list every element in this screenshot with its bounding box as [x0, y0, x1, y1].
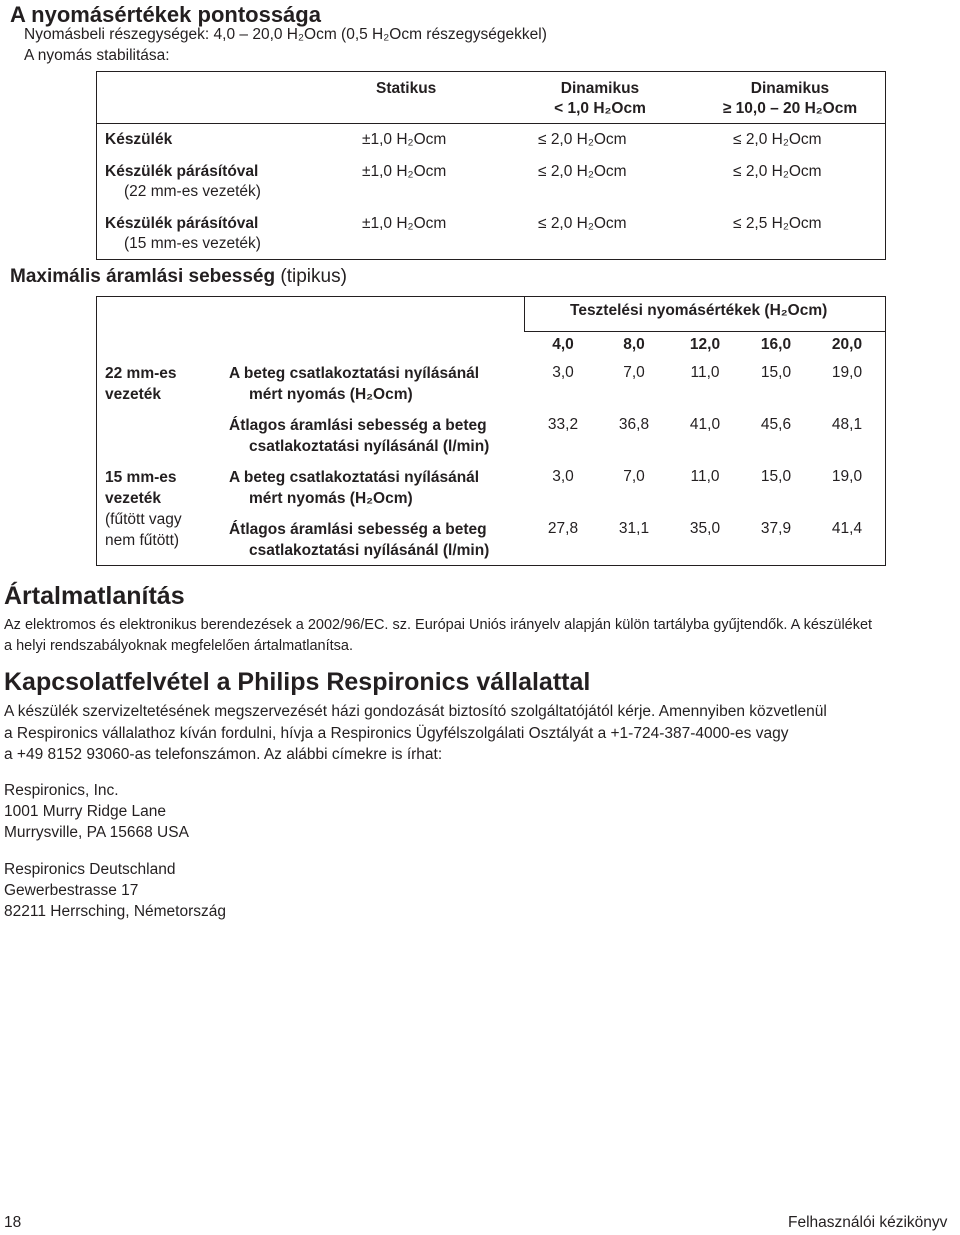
contact-title: Kapcsolatfelvétel a Philips Respironics vállalattal: [4, 668, 591, 696]
test-pressure-header: Tesztelési nyomásértékek (H₂Ocm): [570, 302, 828, 319]
address-us: [4, 780, 189, 843]
value-cell: 45,6: [760, 416, 792, 433]
value-cell: 3,0: [552, 364, 574, 381]
value-cell: 19,0: [831, 364, 863, 381]
row-value: ≤ 2,0 H₂Ocm: [733, 163, 822, 180]
col-header-dynamic-2-range: ≥ 10,0 – 20 H₂Ocm: [722, 100, 858, 117]
col-header-dynamic-1: Dinamikus: [560, 80, 640, 97]
pressure-header: 8,0: [623, 336, 645, 353]
row-label: Készülék párásítóval: [105, 163, 259, 180]
row-value: ≤ 2,0 H₂Ocm: [538, 163, 627, 180]
increments-value: 4,0 – 20,0 H₂Ocm (0,5 H₂Ocm részegységekkel): [213, 26, 547, 43]
row-value: ±1,0 H₂Ocm: [362, 163, 447, 180]
tube-label: vezeték: [105, 490, 162, 507]
value-cell: 37,9: [760, 520, 792, 537]
row-value: ≤ 2,0 H₂Ocm: [733, 131, 822, 148]
col-header-static: Statikus: [376, 80, 437, 97]
tube-label: nem fűtött): [105, 532, 180, 549]
col-header-dynamic-1-range: < 1,0 H₂Ocm: [554, 100, 646, 117]
row-value: ≤ 2,5 H₂Ocm: [733, 215, 822, 232]
contact-line: A készülék szervizeltetésének megszervezését házi gondozását biztosító szolgáltatójától kérje. Amennyiben közvetlenül: [4, 703, 827, 720]
row-label: Készülék párásítóval: [105, 215, 259, 232]
row-value: ≤ 2,0 H₂Ocm: [538, 215, 627, 232]
measure-label: A beteg csatlakoztatási nyílásánál: [229, 365, 480, 382]
flow-title-suffix: (tipikus): [280, 266, 347, 287]
flow-title: [10, 266, 347, 288]
tube-label: 15 mm-es: [105, 469, 177, 486]
row-sublabel: (22 mm-es vezeték): [124, 183, 261, 200]
flow-title-main: Maximális áramlási sebesség: [10, 266, 276, 287]
measure-label: Átlagos áramlási sebesség a beteg: [229, 521, 487, 538]
table-divider: [524, 296, 525, 332]
measure-label: A beteg csatlakoztatási nyílásánál: [229, 469, 480, 486]
address-line: Gewerbestrasse 17: [4, 882, 139, 899]
row-value: ±1,0 H₂Ocm: [362, 215, 447, 232]
value-cell: 41,4: [831, 520, 863, 537]
address-line: 82211 Herrsching, Németország: [4, 903, 226, 920]
value-cell: 7,0: [623, 364, 645, 381]
manual-title: Felhasználói kézikönyv: [788, 1214, 948, 1231]
pressure-header: 16,0: [760, 336, 792, 353]
measure-label: mért nyomás (H₂Ocm): [249, 490, 413, 507]
tube-label: vezeték: [105, 386, 162, 403]
increments-label: Nyomásbeli részegységek:: [24, 26, 210, 43]
address-de: [4, 859, 226, 922]
tube-label: (fűtött vagy: [105, 511, 182, 528]
value-cell: 35,0: [689, 520, 721, 537]
value-cell: 36,8: [618, 416, 650, 433]
address-line: Respironics Deutschland: [4, 861, 176, 878]
table-divider: [524, 331, 886, 332]
disposal-line: a helyi rendszabályoknak megfelelően ártalmatlanítsa.: [4, 638, 354, 654]
contact-text: [4, 701, 827, 766]
accuracy-title: A nyomásértékek pontossága: [10, 2, 321, 27]
table-divider: [96, 123, 886, 124]
page-number: 18: [4, 1214, 22, 1231]
address-line: Murrysville, PA 15668 USA: [4, 824, 189, 841]
value-cell: 15,0: [760, 468, 792, 485]
value-cell: 11,0: [690, 364, 720, 381]
disposal-text: [4, 615, 872, 657]
measure-label: mért nyomás (H₂Ocm): [249, 386, 413, 403]
value-cell: 48,1: [831, 416, 863, 433]
value-cell: 33,2: [547, 416, 579, 433]
contact-line: a Respironics vállalathoz kíván fordulni, hívja a Respironics Ügyfélszolgálati Osztályát a +1-724-387-4000-es vagy: [4, 724, 789, 742]
value-cell: 15,0: [760, 364, 792, 381]
measure-label: csatlakoztatási nyílásánál (l/min): [249, 438, 490, 455]
value-cell: 31,1: [618, 520, 650, 537]
row-value: ±1,0 H₂Ocm: [362, 131, 447, 148]
value-cell: 7,0: [623, 468, 645, 485]
tube-label: 22 mm-es: [105, 365, 177, 382]
row-label: Készülék: [105, 131, 173, 148]
measure-label: Átlagos áramlási sebesség a beteg: [229, 417, 487, 434]
col-header-dynamic-2: Dinamikus: [750, 80, 830, 97]
increments-line: [24, 26, 547, 44]
value-cell: 19,0: [831, 468, 863, 485]
row-value: ≤ 2,0 H₂Ocm: [538, 131, 627, 148]
disposal-line: Az elektromos és elektronikus berendezések a 2002/96/EC. sz. Európai Uniós irányelv alapján külön tartályba gyűjtendők. A készüléket: [4, 617, 873, 633]
row-sublabel: (15 mm-es vezeték): [124, 235, 261, 252]
contact-line: a +49 8152 93060-as telefonszámon. Az alábbi címekre is írhat:: [4, 746, 443, 763]
value-cell: 27,8: [547, 520, 579, 537]
value-cell: 3,0: [552, 468, 574, 485]
value-cell: 11,0: [690, 468, 720, 485]
value-cell: 41,0: [689, 416, 721, 433]
stability-label: A nyomás stabilitása:: [24, 47, 170, 64]
pressure-header: 4,0: [552, 336, 574, 353]
measure-label: csatlakoztatási nyílásánál (l/min): [249, 542, 490, 559]
disposal-title: Ártalmatlanítás: [4, 582, 185, 610]
address-line: 1001 Murry Ridge Lane: [4, 803, 166, 820]
pressure-header: 12,0: [689, 336, 721, 353]
pressure-header: 20,0: [831, 336, 863, 353]
address-line: Respironics, Inc.: [4, 782, 119, 799]
